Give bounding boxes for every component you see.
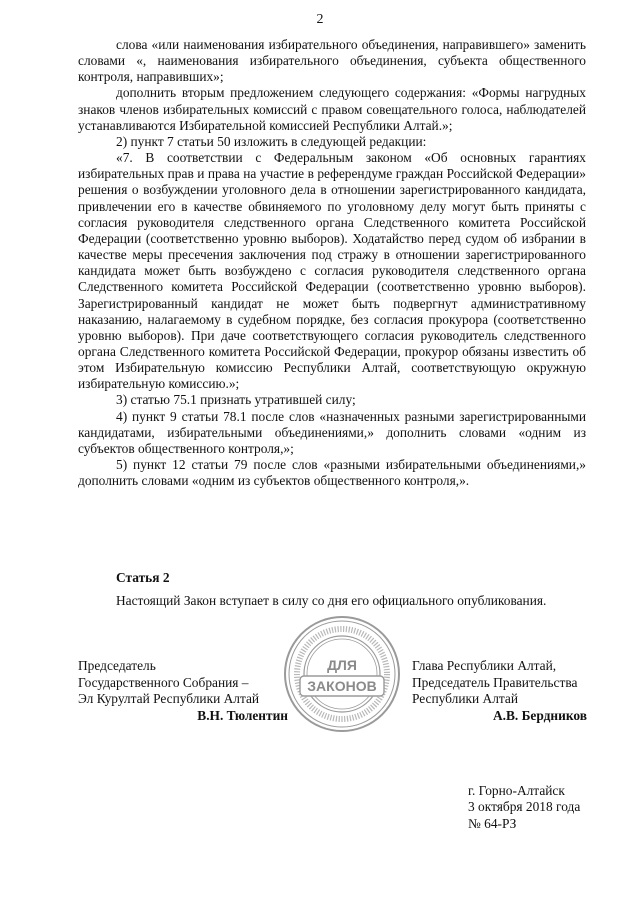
page-number: 2 — [316, 12, 324, 27]
law-body — [78, 37, 586, 489]
closing-date: 3 октября 2018 года — [468, 799, 581, 815]
final-clause: Настоящий Закон вступает в силу со дня его официального опубликования. — [116, 593, 547, 608]
paragraph-7: 5) пункт 12 статьи 79 после слов «разными избирательными объединениями,» дополнить словами «одним из субъектов общественного контроля,». — [78, 457, 586, 489]
sig-right-name: А.В. Бердников — [492, 707, 587, 723]
stamp-text-top: ДЛЯ — [327, 657, 357, 673]
closing-block — [468, 783, 580, 832]
closing-place: г. Горно-Алтайск — [468, 783, 565, 798]
signature-block-left — [78, 658, 288, 724]
stamp-text-bottom: ЗАКОНОВ — [307, 678, 377, 694]
stamp-seal — [282, 614, 402, 734]
paragraph-5: 3) статью 75.1 признать утратившей силу; — [116, 392, 356, 408]
sig-left-title-2: Государственного Собрания – — [78, 674, 249, 690]
article-heading: Статья 2 — [116, 570, 170, 585]
paragraph-2: дополнить вторым предложением следующего содержания: «Формы нагрудных знаков членов избирательных комиссий с правом совещательного голоса, наблюдателей устанавливаются Избирательной комиссией Республики Алтай.»; — [78, 85, 586, 133]
sig-left-title-3: Эл Курултай Республики Алтай — [78, 691, 260, 706]
sig-left-name: В.Н. Тюлентин — [197, 707, 288, 723]
closing-number: № 64-РЗ — [468, 815, 517, 831]
sig-right-title-3: Республики Алтай — [412, 691, 519, 706]
signature-block-right — [412, 658, 587, 724]
paragraph-6: 4) пункт 9 статьи 78.1 после слов «назначенных разными зарегистрированными кандидатами, избирательными объединениями,» дополнить словами «одним из субъектов общественного контроля,»; — [78, 408, 586, 456]
sig-right-title-2: Председатель Правительства — [412, 674, 578, 690]
sig-left-title-1: Председатель — [78, 658, 156, 673]
paragraph-4: «7. В соответствии с Федеральным законом «Об основных гарантиях избирательных прав и права на участие в референдуме граждан Российской Федерации» решения о возбуждении уголовного дела в отношении зарегистрированного кандидата, привлечении его в качестве обвиняемого по уголовному делу могут быть приняты с согласия руководителя следственного органа Следственного комитета Российской Федерации (соответственно уровню выборов). Ходатайство перед судом об избрании в качестве меры пресечения заключения под стражу в отношении зарегистрированного кандидата может быть возбуждено с согласия руководителя следственного органа Следственного комитета Российской Федерации (соответственно уровню выборов). Зарегистрированный кандидат не может быть подвергнут административному наказанию, налагаемому в судебном порядке, без согласия прокурора (соответственно уровню выборов). При даче соответствующего согласия руководитель следственного органа Следственного комитета Российской Федерации, прокурор обязаны известить об этом Избирательную комиссию Республики Алтай, соответствующую окружную избирательную комиссию.»; — [78, 150, 586, 392]
paragraph-1: слова «или наименования избирательного объединения, направившего» заменить словами «, наименования избирательного объединения, субъекта общественного контроля, направивших»; — [78, 37, 586, 85]
sig-right-title-1: Глава Республики Алтай, — [412, 658, 557, 673]
paragraph-3: 2) пункт 7 статьи 50 изложить в следующей редакции: — [116, 133, 427, 149]
